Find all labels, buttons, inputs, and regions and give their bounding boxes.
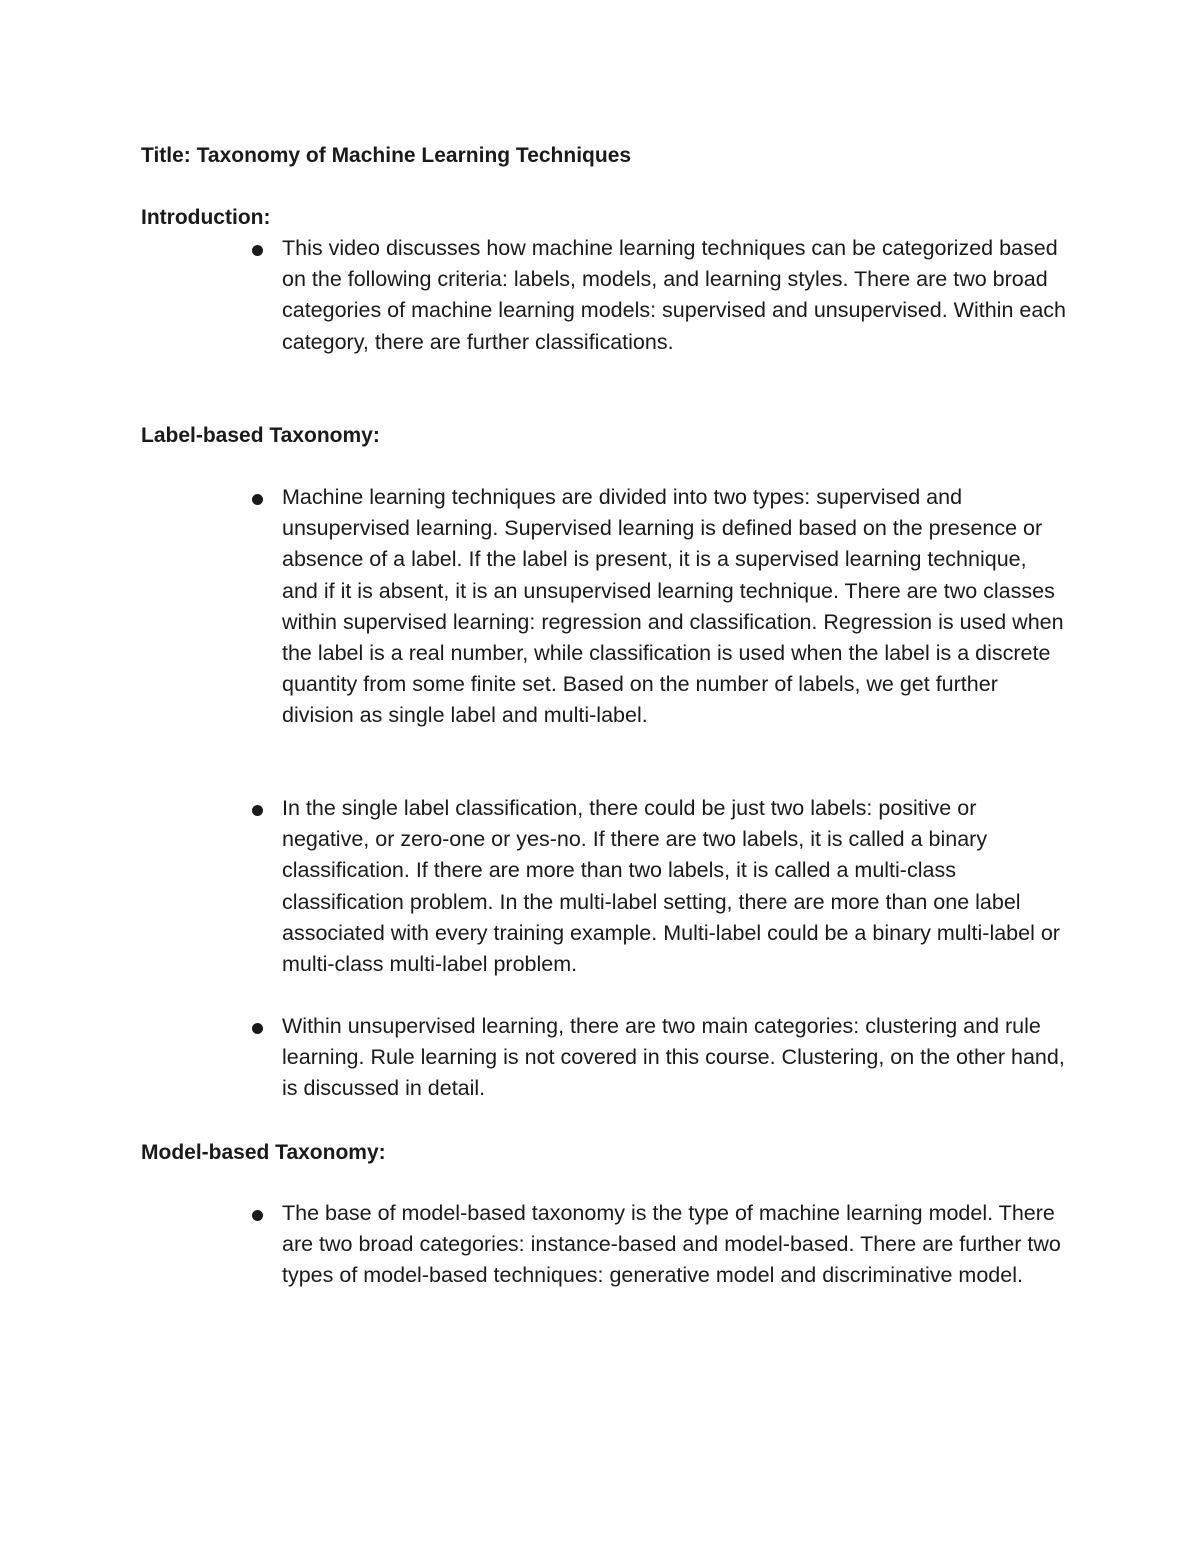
list-item xyxy=(248,793,1068,980)
section-heading-model-based: Model-based Taxonomy: xyxy=(141,1141,386,1164)
bullet-text: Machine learning techniques are divided into two types: supervised and unsupervised learning. Supervised learning is defined based on the presence or absence of a label. If the label is present, it is a supervised learning technique, and if it is absent, it is an unsupervised learning technique. There are two classes within supervised learning: regression and classification. Regression is used when the label is a real number, while classification is used when the label is a discrete quantity from some finite set. Based on the number of labels, we get further division as single label and multi-label. xyxy=(282,485,1064,728)
bullet-icon xyxy=(252,805,263,816)
bullet-text: The base of model-based taxonomy is the type of machine learning model. There are two broad categories: instance-based and model-based. There are further two types of model-based techniques: generative model and discriminative model. xyxy=(282,1201,1061,1288)
bullet-icon xyxy=(252,494,263,505)
bullet-icon xyxy=(252,245,263,256)
list-item xyxy=(248,1011,1068,1105)
list-item xyxy=(248,233,1068,358)
section-heading-introduction: Introduction: xyxy=(141,206,271,229)
section-heading-label-based: Label-based Taxonomy: xyxy=(141,424,380,447)
document-title: Title: Taxonomy of Machine Learning Techniques xyxy=(141,144,632,167)
bullet-text: In the single label classification, there could be just two labels: positive or negative, or zero-one or yes-no. If there are two labels, it is called a binary classification. If there are more than two labels, it is called a multi-class classification problem. In the multi-label setting, there are more than one label associated with every training example. Multi-label could be a binary multi-label or multi-class multi-label problem. xyxy=(282,796,1060,977)
list-item xyxy=(248,1198,1068,1292)
bullet-icon xyxy=(252,1210,263,1221)
bullet-icon xyxy=(252,1023,263,1034)
list-item xyxy=(248,482,1068,732)
bullet-text: This video discusses how machine learning techniques can be categorized based on the following criteria: labels, models, and learning styles. There are two broad categories of machine learning models: supervised and unsupervised. Within each category, there are further classifications. xyxy=(282,236,1066,354)
bullet-text: Within unsupervised learning, there are two main categories: clustering and rule learning. Rule learning is not covered in this course. Clustering, on the other hand, is discussed in detail. xyxy=(282,1014,1065,1101)
